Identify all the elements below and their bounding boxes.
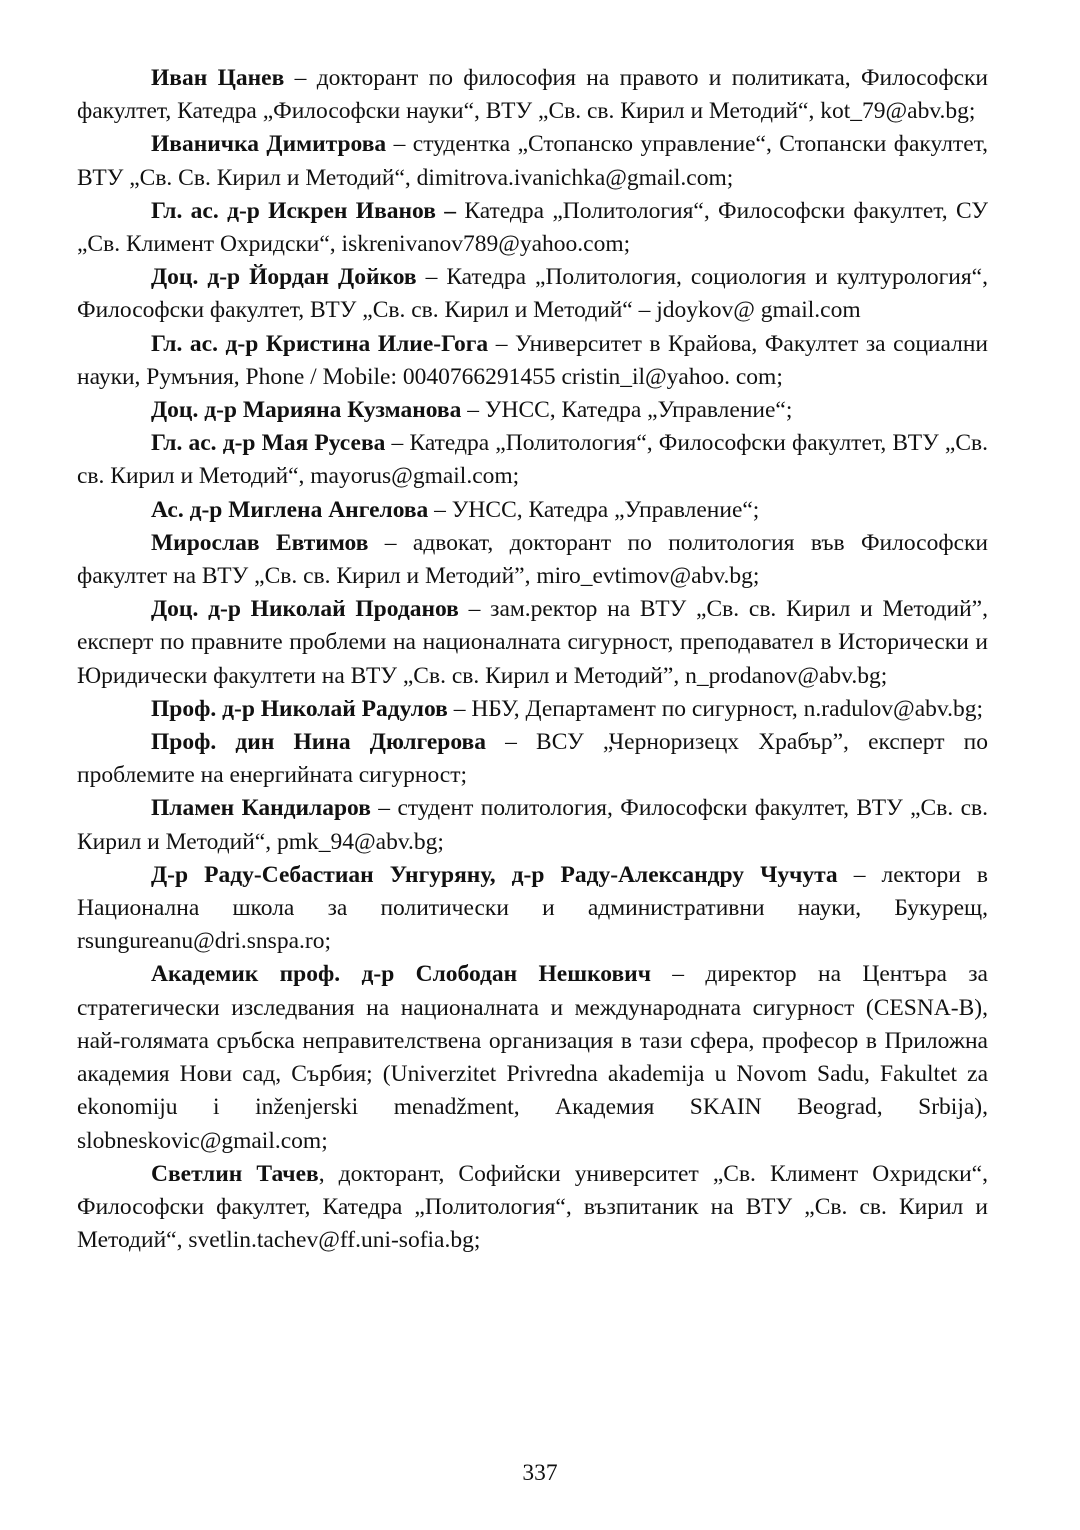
contributor-entry-8 xyxy=(77,527,988,593)
contributor-details: – зам.ректор на ВТУ „Св. св. Кирил и Методий”, експерт по правните проблеми на националната сигурност, преподавател в Исторически и Юридически факултети на ВТУ „Св. св. Кирил и Методий”, n_prodanov@abv.bg; xyxy=(77,596,988,689)
contributor-details: Катедра „Политология“, Философски факултет, СУ „Св. Климент Охридски“, iskrenivanov789@yahoo.com; xyxy=(77,197,989,258)
contributor-details: – ВСУ „Черноризецх Храбър”, експерт по проблемите на енергийната сигурност; xyxy=(77,729,988,789)
contributor-entry-3 xyxy=(77,261,988,327)
contributor-entry-7 xyxy=(77,494,988,527)
contributor-name: Иваничка Димитрова xyxy=(151,131,387,158)
contributor-details: – НБУ, Департамент по сигурност, n.radulov@abv.bg; xyxy=(447,695,984,722)
contributor-entry-6 xyxy=(77,427,988,493)
contributor-details: – лектори в Национална школа за политически и административни науки, Букурещ, rsungureanu@dri.snspa.ro; xyxy=(77,861,988,955)
contributor-entry-9 xyxy=(77,593,988,693)
contributor-name: Пламен Кандиларов xyxy=(151,795,371,822)
contributor-name: Доц. д-р Йордан Дойков xyxy=(151,264,417,291)
contributor-name: Доц. д-р Николай Проданов xyxy=(151,596,459,623)
contributor-details: – Университет в Крайова, Факултет за социални науки, Румъния, Phone / Mobile: 0040766291455 cristin_il@yahoo. com; xyxy=(77,330,988,390)
contributor-name: Светлин Тачев xyxy=(151,1160,319,1187)
contributor-name: Гл. ас. д-р Кристина Илие-Гога xyxy=(151,330,489,357)
contributor-entry-14 xyxy=(77,958,988,1157)
contributor-entry-13 xyxy=(77,859,988,959)
contributor-name: Ас. д-р Миглена Ангелова xyxy=(151,496,429,523)
contributor-entry-5 xyxy=(77,394,988,427)
contributor-details: – студент политология, Философски факултет, ВТУ „Св. св. Кирил и Методий“, pmk_94@abv.bg; xyxy=(77,795,989,855)
contributor-details: – студентка „Стопанско управление“, Стопански факултет, ВТУ „Св. Св. Кирил и Методий“, dimitrova.ivanichka@gmail.com; xyxy=(77,131,989,191)
page-number: 337 xyxy=(522,1460,558,1486)
contributor-details: – директор на Центъра за стратегически изследвания на националната и международната сигурност (CESNA-B), най-голямата сръбска неправителствена организация в тази сфера, професор в Приложна академия Нови сад, Сърбия; (Univerzitet Privredna akademija u Novom Sadu, Fakultet za ekonomiju i inženjerski menadžment, Академия SKAIN Beograd, Srbija), slobneskovic@gmail.com; xyxy=(77,961,988,1154)
contributor-name: Проф. дин Нина Дюлгерова xyxy=(151,729,486,756)
contributor-details: – Катедра „Политология“, Философски факултет, ВТУ „Св. св. Кирил и Методий“, mayorus@gmail.com; xyxy=(77,430,988,490)
contributor-entry-0 xyxy=(77,62,988,128)
contributor-entry-12 xyxy=(77,792,988,858)
contributor-entry-15 xyxy=(77,1158,988,1258)
contributor-name: Проф. д-р Николай Радулов xyxy=(151,695,448,722)
contributor-name: Доц. д-р Марияна Кузманова xyxy=(151,397,462,424)
contributors-list xyxy=(77,62,988,1257)
contributor-entry-4 xyxy=(77,328,988,394)
contributor-name: Мирослав Евтимов xyxy=(151,529,369,556)
contributor-entry-1 xyxy=(77,128,988,194)
contributor-entry-11 xyxy=(77,726,988,792)
contributor-details: – УНСС, Катедра „Управление“; xyxy=(428,496,760,523)
contributor-name: Гл. ас. д-р Мая Русева xyxy=(151,430,386,457)
contributor-entry-10 xyxy=(77,693,988,726)
contributor-details: , докторант, Софийски университет „Св. Климент Охридски“, Философски факултет, Катедра „Политология“, възпитаник на ВТУ „Св. св. Кирил и Методий“, svetlin.tachev@ff.uni-sofia.bg; xyxy=(77,1160,988,1254)
contributor-name: Гл. ас. д-р Искрен Иванов – xyxy=(151,197,456,224)
contributor-entry-2 xyxy=(77,195,988,261)
contributor-details: – Катедра „Политология, социология и културология“, Философски факултет, ВТУ „Св. св. Кирил и Методий“ – jdoykov@ gmail.com xyxy=(77,264,988,324)
contributor-details: – УНСС, Катедра „Управление“; xyxy=(461,397,793,424)
contributor-details: – адвокат, докторант по политология във Философски факултет на ВТУ „Св. св. Кирил и Методий”, miro_evtimov@abv.bg; xyxy=(77,529,988,590)
contributor-name: Иван Цанев xyxy=(151,65,285,91)
contributor-details: – докторант по философия на правото и политиката, Философски факултет, Катедра „Философски науки“, ВТУ „Св. св. Кирил и Методий“, kot_79@abv.bg; xyxy=(77,65,989,125)
contributor-name: Д-р Раду-Себастиан Унгуряну, д-р Раду-Александру Чучута xyxy=(151,861,838,888)
contributor-name: Академик проф. д-р Слободан Нешкович xyxy=(151,961,651,988)
